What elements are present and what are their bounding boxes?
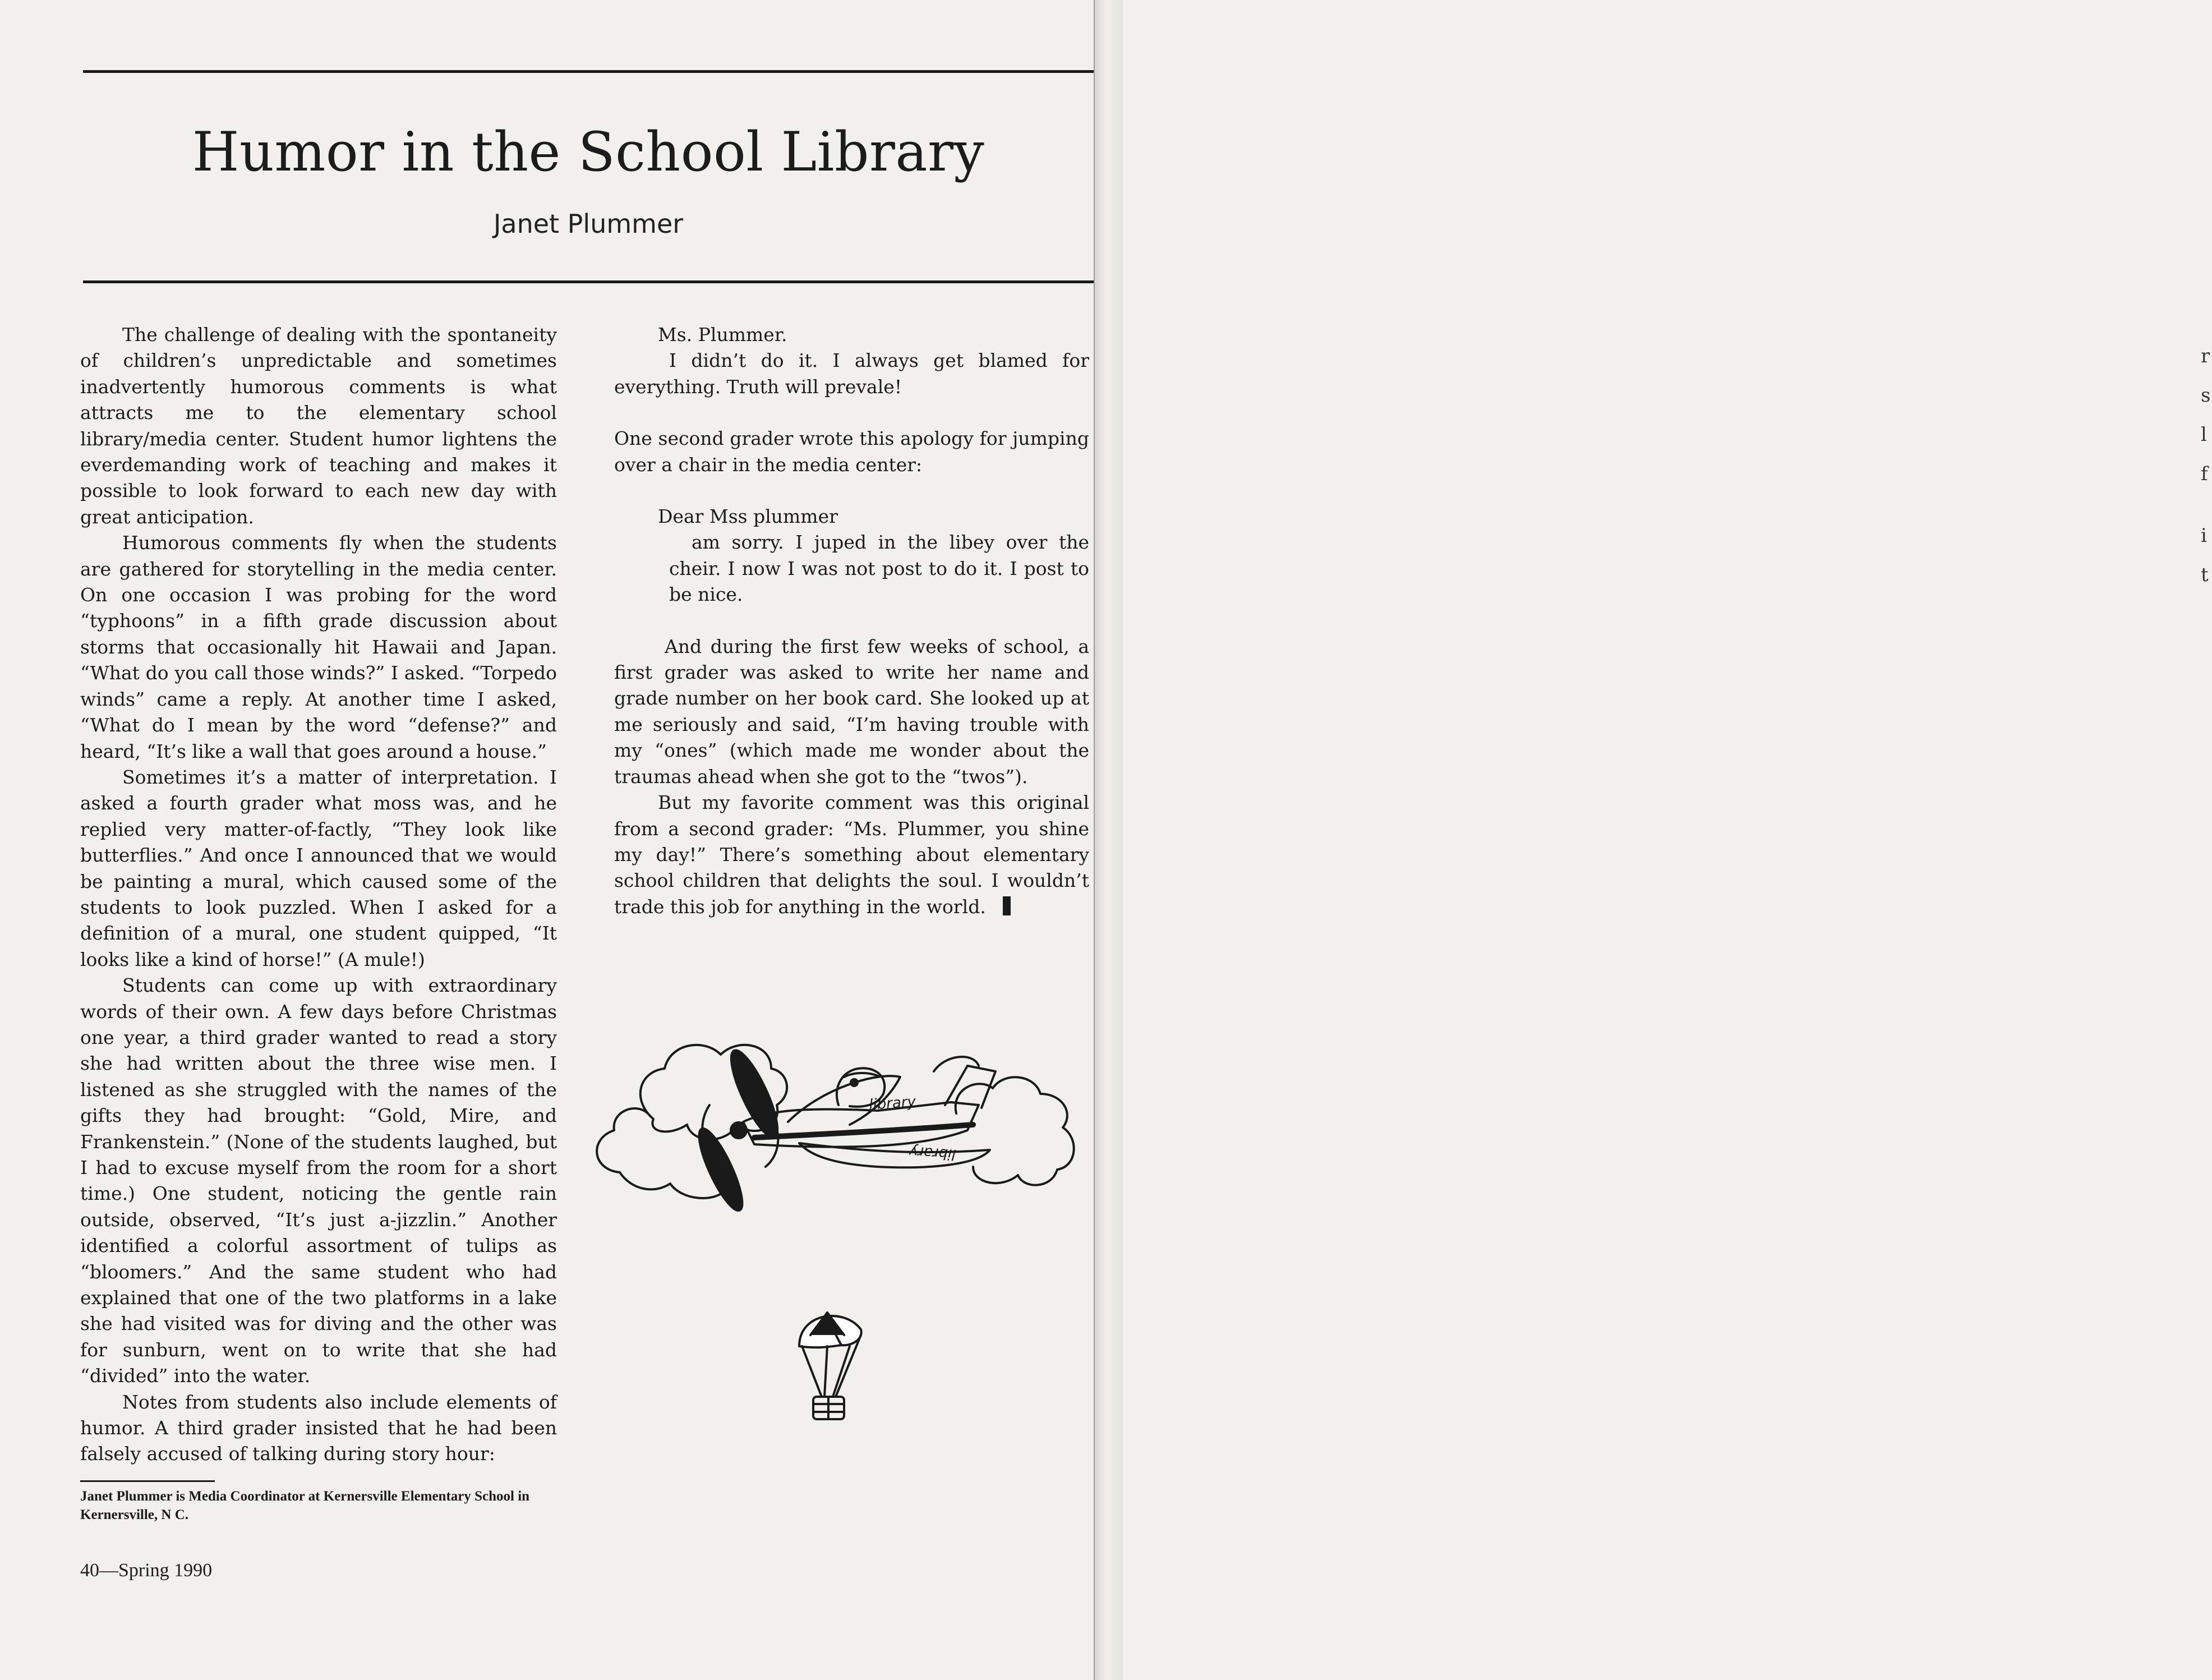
article-title: Humor in the School Library [192,121,985,183]
paragraph: And during the first few weeks of school, a first grader was asked to write her name and grade number on her book card. She looked up at me seriously and said, “I’m having trouble with my “ones” (which made me wonder about the traumas ahead when she got to the “twos”). [614,635,1089,788]
paragraph: Notes from students also include elements of humor. A third grader insisted that he had been falsely accused of talking during story hour: [80,1391,557,1465]
cloud-right [956,1077,1074,1185]
airplane-cartoon-illustration [586,1010,1091,1515]
paragraph: Students can come up with extraordinary words of their own. A few days before Christmas one year, a third grader wanted to read a story she had written about the three wise men. I listened as she struggled with the names of the gifts they had brought: “Gold, Mire, and Frankenstein.” (None of the students laughed, but I had to excuse myself from the room for a short time.) One student, noticing the gentle rain outside, observed, “It’s just a-jizzlin.” Another identified a colorful assortment of tulips as “bloomers.” And the same student who had explained that one of the two platforms in a lake she had visited was for diving and the other was for sunburn, went on to write that she had “divided” into the water. [80,974,557,1387]
footnote-rule [80,1480,215,1482]
note-salutation: Dear Mss plummer [658,505,838,528]
end-of-article-mark [1003,896,1011,915]
page-folio: 40—Spring 1990 [80,1560,213,1581]
paragraph: Sometimes it’s a matter of interpretation. I asked a fourth grader what moss was, and he replied very matter-of-factly, “They look like butterflies.” And once I announced that we would be painting a mural, which caused some of the students to look puzzled. When I asked for a definition of a mural, one student quipped, “It looks like a kind of horse!” (A mule!) [80,766,557,970]
header-rule-top [83,70,1094,73]
paragraph: But my favorite comment was this original from a second grader: “Ms. Plummer, you shine my day!” There’s something about elementary school children that delights the soul. I wouldn’t trade this job for anything in the world. [614,791,1089,918]
paragraph: The challenge of dealing with the spontaneity of children’s unpredictable and sometimes inadvertently humorous comments is what attracts me to the elementary school library/media center. Student humor lightens the everdemanding work of teaching and makes it possible to look forward to each new day with great anticipation. [80,324,557,528]
plane-wing-lower [799,1143,990,1167]
right-column [614,322,1089,920]
note-body: am sorry. I juped in the libey over the cheir. I now I was not post to do it. I post to be nice. [669,531,1089,606]
adjacent-page-edge [1094,0,2211,1680]
note-salutation: Ms. Plummer. [658,324,787,346]
cloud-left-lower [597,1108,648,1172]
paragraph: Humorous comments fly when the students are gathered for storytelling in the media center. On one occasion I was probing for the word “typhoons” in a fifth grade discussion about storms that occasionally hit Hawaii and Japan. “What do you call those winds?” I asked. “Torpedo winds” came a reply. At another time I asked, “What do I mean by the word “defense?” and heard, “It’s like a wall that goes around a house.” [80,532,557,762]
adjacent-page-letters: r s l f i t [2201,345,2211,586]
plane-label: library [868,1093,916,1113]
article-author: Janet Plummer [493,209,684,239]
author-bio-footnote: Janet Plummer is Media Coordinator at Kernersville Elementary School in Kernersville, N C. [80,1489,530,1522]
paragraph: One second grader wrote this apology for jumping over a chair in the media center: [614,427,1089,476]
left-column [80,322,557,1467]
note-body: I didn’t do it. I always get blamed for everything. Truth will prevale! [614,349,1089,398]
header-rule-bottom [83,280,1094,283]
plane-label-mirrored: library [908,1143,957,1163]
